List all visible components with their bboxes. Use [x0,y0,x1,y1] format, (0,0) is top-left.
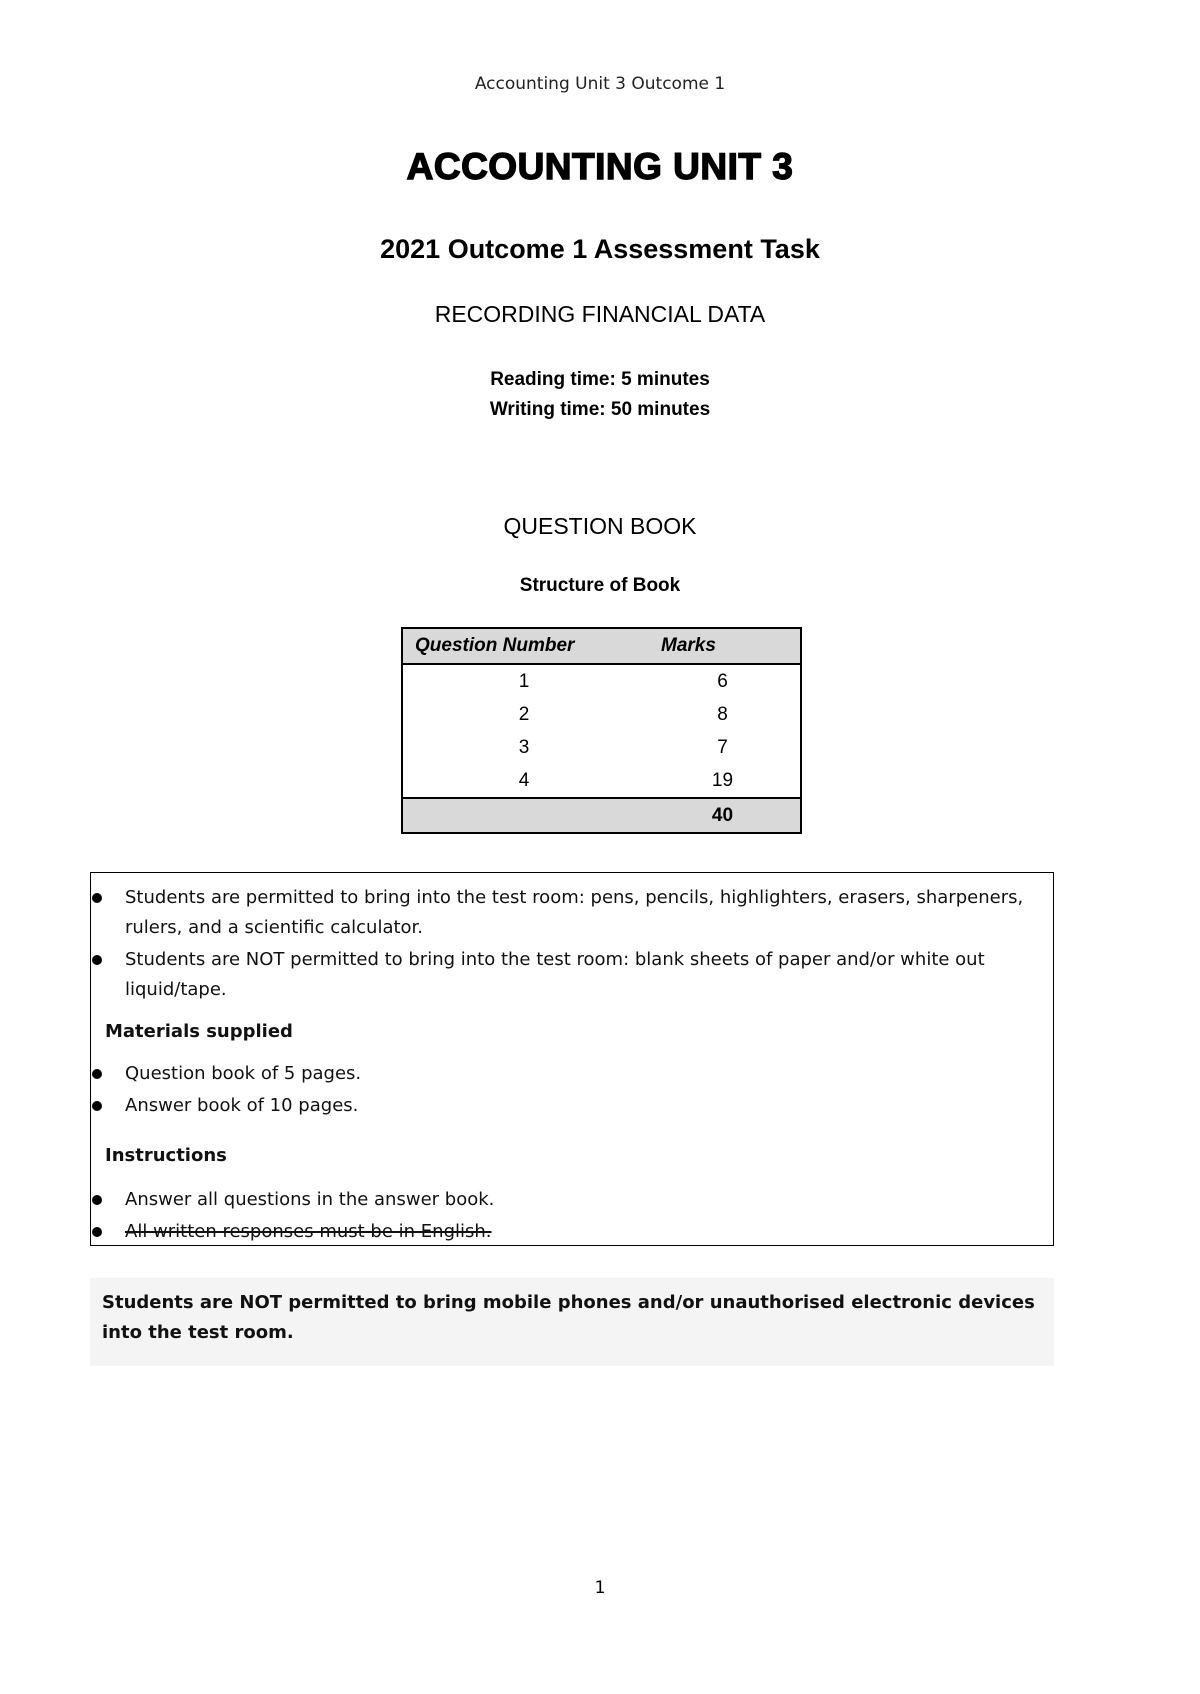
rule-not-permitted [125,945,1025,1005]
total-row [402,798,801,833]
table-row [402,664,801,698]
material-item [125,1059,1025,1089]
material-item-text: Answer book of 10 pages. [125,1095,359,1116]
book-label: QUESTION BOOK [503,513,697,539]
question-number-cell: 1 [402,664,645,698]
rule-permitted-text: Students are permitted to bring into the test room: pens, pencils, highlighters, erasers, sharpeners, rulers, and a scientific calculator. [125,887,1024,938]
rule-permitted [125,883,1025,943]
instruction-item-text: All written responses must be in English. [125,1221,492,1242]
warning-band [90,1278,1054,1366]
material-item [125,1091,1025,1121]
marks-cell: 6 [645,664,801,698]
topic-title: RECORDING FINANCIAL DATA [434,301,766,327]
question-number-cell: 4 [402,764,645,798]
bullet-icon [92,1069,102,1079]
marks-cell: 7 [645,731,801,764]
table-row [402,731,801,764]
bullet-icon [92,1101,102,1111]
reading-time: Reading time: 5 minutes [490,369,710,390]
table-row [402,698,801,731]
structure-table [401,627,802,834]
warning-text: Students are NOT permitted to bring mobile phones and/or unauthorised electronic devices into the test room. [102,1292,1035,1343]
column-header-question: Question Number [402,628,645,664]
instruction-item-text: Answer all questions in the answer book. [125,1189,495,1210]
rules-box [90,872,1054,1246]
total-marks-cell: 40 [645,798,801,833]
question-number-cell: 2 [402,698,645,731]
page-number: 1 [594,1578,606,1598]
material-item-text: Question book of 5 pages. [125,1063,362,1084]
bullet-icon [92,893,102,903]
marks-cell: 8 [645,698,801,731]
total-label-cell [402,798,645,833]
writing-time: Writing time: 50 minutes [489,399,711,420]
bullet-icon [92,1227,102,1237]
subtitle: 2021 Outcome 1 Assessment Task [380,234,820,264]
marks-cell: 19 [645,764,801,798]
running-header: Accounting Unit 3 Outcome 1 [474,74,726,94]
bullet-icon [92,1195,102,1205]
materials-heading: Materials supplied [105,1021,293,1042]
instructions-heading: Instructions [105,1145,227,1166]
question-number-cell: 3 [402,731,645,764]
rule-not-permitted-text: Students are NOT permitted to bring into the test room: blank sheets of paper and/or white out liquid/tape. [125,949,985,1000]
table-row [402,764,801,798]
main-title: ACCOUNTING UNIT 3 [406,146,794,187]
column-header-marks: Marks [645,628,801,664]
bullet-icon [92,955,102,965]
instruction-item [125,1217,1025,1247]
structure-heading: Structure of Book [519,575,681,596]
instruction-item [125,1185,1025,1215]
table-header-row [402,628,801,664]
